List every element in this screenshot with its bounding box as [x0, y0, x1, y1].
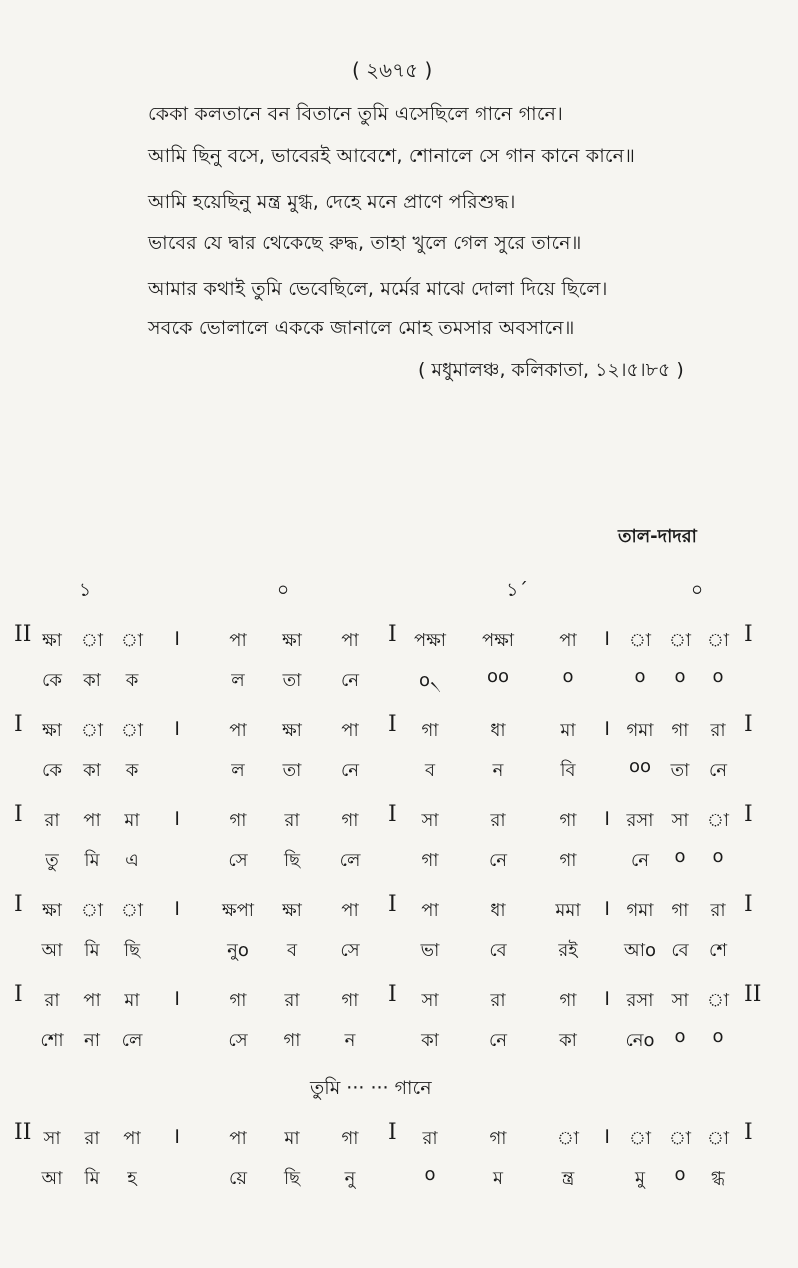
row-1-syllable: তা [282, 670, 302, 691]
row-6-note: া [556, 1128, 580, 1149]
row-1-syllable: কা [83, 670, 101, 691]
row-2-note: গা [421, 720, 439, 741]
row-3-syllable: তু [45, 850, 59, 871]
row-5-syllable: না [84, 1030, 100, 1051]
lyric-line-2: আমি ছিনু বসে, ভাবেরই আবেশে, শোনালে সে গান কানে কানে॥ [148, 145, 636, 167]
row-5-syllable: নেo [625, 1030, 655, 1051]
row-5-syllable: শো [40, 1030, 64, 1051]
row-6-note: রা [84, 1128, 100, 1149]
row-6-syllable: o [674, 1164, 686, 1185]
row-1-end-bar: I [744, 622, 753, 647]
row-1-divider: I [388, 622, 397, 647]
row-2-note: রা [710, 720, 726, 741]
row-6-syllable: ম [493, 1168, 503, 1189]
row-4-note: ক্ষা [282, 900, 302, 921]
row-6-syllable: গ্ধ [711, 1168, 725, 1189]
row-4-syllable: বে [671, 940, 689, 961]
row-5-divider: । [172, 986, 181, 1011]
row-3-note: গা [341, 810, 359, 831]
lyric-line-5: আমার কথাই তুমি ভেবেছিলে, মর্মের মাঝে দোলা দিয়ে ছিলে। [148, 278, 608, 300]
row-2-end-bar: I [744, 712, 753, 737]
row-4-syllable: বে [489, 940, 507, 961]
row-1-syllable: নে [340, 670, 360, 691]
row-4-syllable: রই [558, 940, 578, 961]
row-5-note: রা [284, 990, 300, 1011]
row-2-start-bar: I [14, 712, 23, 737]
tala-label: তাল-দাদরা [618, 526, 697, 547]
row-6-note: া [628, 1128, 652, 1149]
beat-marker-4: ০ [690, 579, 704, 601]
row-1-note: পা [559, 630, 577, 651]
row-2-note: ক্ষা [282, 720, 302, 741]
row-5-note: সা [421, 990, 439, 1011]
row-4-note: গা [671, 900, 689, 921]
row-1-note: ক্ষা [282, 630, 302, 651]
row-4-note: রা [710, 900, 726, 921]
beat-marker-3: ১´ [506, 579, 528, 601]
row-1-note: া [80, 630, 104, 651]
row-6-syllable: ছি [283, 1168, 301, 1189]
row-6-start-bar: II [14, 1120, 32, 1145]
row-3-syllable: গা [559, 850, 577, 871]
row-1-syllable: o [634, 666, 646, 687]
row-3-note: গা [229, 810, 247, 831]
row-1-syllable: কে [42, 670, 62, 691]
row-4-note: ক্ষা [42, 900, 62, 921]
row-3-note: রসা [626, 810, 654, 831]
row-1-note: পা [229, 630, 247, 651]
beat-marker-2: ০ [276, 579, 290, 601]
row-6-note: মা [284, 1128, 300, 1149]
row-1-syllable: ক [125, 670, 139, 691]
row-1-note: া [120, 630, 144, 651]
row-6-syllable: মু [635, 1168, 645, 1189]
row-3-note: া [706, 810, 730, 831]
song-number: ( ২৬৭৫ ) [352, 58, 433, 82]
row-4-syllable: আo [623, 940, 656, 961]
row-6-syllable: আ [41, 1168, 63, 1189]
row-1-note: া [706, 630, 730, 651]
row-1-start-bar: II [14, 622, 32, 647]
row-4-syllable: শে [709, 940, 727, 961]
row-2-note: গমা [626, 720, 654, 741]
row-3-start-bar: I [14, 802, 23, 827]
lyric-line-6: সবকে ভোলালে এককে জানালে মোহ তমসার অবসানে॥ [148, 317, 575, 339]
row-4-note: ধা [490, 900, 506, 921]
row-3-divider: I [388, 802, 397, 827]
row-5-note: মা [124, 990, 140, 1011]
row-4-syllable: সে [340, 940, 360, 961]
row-1-syllable: oo [486, 666, 510, 687]
row-3-syllable: গা [421, 850, 439, 871]
row-6-note: া [706, 1128, 730, 1149]
row-2-syllable: তা [670, 760, 690, 781]
row-3-syllable: নে [488, 850, 508, 871]
row-3-syllable: o [674, 846, 686, 867]
row-3-note: রা [44, 810, 60, 831]
row-5-note: রা [44, 990, 60, 1011]
row-6-syllable: য়ে [229, 1168, 247, 1189]
row-2-syllable: ন [492, 760, 504, 781]
row-2-note: পা [341, 720, 359, 741]
row-2-note: গা [671, 720, 689, 741]
row-5-divider: । [602, 986, 611, 1011]
row-1-syllable: o৲ [419, 670, 441, 691]
row-6-note: পা [123, 1128, 141, 1149]
row-2-note: া [120, 720, 144, 741]
row-1-syllable: o [674, 666, 686, 687]
row-3-note: রা [284, 810, 300, 831]
row-6-note: সা [43, 1128, 61, 1149]
row-3-note: সা [421, 810, 439, 831]
lyric-line-4: ভাবের যে দ্বার থেকেছে রুদ্ধ, তাহা খুলে গেল সুরে তানে॥ [148, 232, 582, 254]
row-3-syllable: লে [339, 850, 361, 871]
row-3-note: গা [559, 810, 577, 831]
row-1-divider: । [172, 626, 181, 651]
row-6-end-bar: I [744, 1120, 753, 1145]
row-2-syllable: কে [42, 760, 62, 781]
row-3-syllable: সে [228, 850, 248, 871]
row-6-syllable: মি [84, 1168, 100, 1189]
row-6-note: রা [422, 1128, 438, 1149]
row-5-syllable: গা [283, 1030, 301, 1051]
row-6-note: া [668, 1128, 692, 1149]
row-5-note: গা [559, 990, 577, 1011]
row-5-syllable: নে [488, 1030, 508, 1051]
row-4-note: মমা [555, 900, 581, 921]
beat-marker-1: ১ [78, 579, 92, 601]
row-3-syllable: ছি [283, 850, 301, 871]
row-3-note: পা [83, 810, 101, 831]
row-6-note: পা [229, 1128, 247, 1149]
row-5-syllable: সে [228, 1030, 248, 1051]
row-3-note: সা [671, 810, 689, 831]
row-1-syllable: o [712, 666, 724, 687]
row-5-note: রা [490, 990, 506, 1011]
row-6-divider: I [388, 1120, 397, 1145]
row-2-note: মা [560, 720, 576, 741]
row-5-syllable: ন [344, 1030, 356, 1051]
row-5-syllable: o [712, 1026, 724, 1047]
row-6-divider: । [172, 1124, 181, 1149]
row-2-note: পা [229, 720, 247, 741]
row-1-note: পা [341, 630, 359, 651]
row-1-note: পক্ষা [413, 630, 447, 651]
row-1-note: ক্ষা [42, 630, 62, 651]
row-5-syllable: কা [421, 1030, 439, 1051]
row-4-syllable: আ [41, 940, 63, 961]
row-4-note: ক্ষপা [221, 900, 255, 921]
row-4-end-bar: I [744, 892, 753, 917]
row-1-note: পক্ষা [481, 630, 515, 651]
row-4-syllable: ছি [123, 940, 141, 961]
attribution: ( মধুমালঞ্চ, কলিকাতা, ১২।৫।৮৫ ) [418, 359, 684, 381]
row-6-syllable: ন্ত্র [561, 1168, 575, 1189]
row-3-syllable: মি [84, 850, 100, 871]
row-4-divider: । [602, 896, 611, 921]
row-3-divider: । [602, 806, 611, 831]
row-2-syllable: ল [231, 760, 245, 781]
row-5-note: রসা [626, 990, 654, 1011]
row-2-syllable: ক [125, 760, 139, 781]
row-3-end-bar: I [744, 802, 753, 827]
row-2-syllable: তা [282, 760, 302, 781]
row-2-divider: । [602, 716, 611, 741]
row-6-syllable: নু [344, 1168, 356, 1189]
row-4-note: া [120, 900, 144, 921]
row-6-note: গা [489, 1128, 507, 1149]
row-5-note: পা [83, 990, 101, 1011]
row-3-syllable: নে [630, 850, 650, 871]
refrain-marker: তুমি ··· ··· গানে [310, 1077, 432, 1099]
row-5-start-bar: I [14, 982, 23, 1007]
row-1-syllable: ল [231, 670, 245, 691]
row-6-syllable: o [424, 1164, 436, 1185]
row-4-syllable: নুo [227, 940, 249, 961]
row-4-start-bar: I [14, 892, 23, 917]
row-4-syllable: মি [84, 940, 100, 961]
row-5-divider: I [388, 982, 397, 1007]
row-2-syllable: নে [340, 760, 360, 781]
row-5-syllable: লে [121, 1030, 143, 1051]
row-3-note: রা [490, 810, 506, 831]
row-4-note: পা [341, 900, 359, 921]
row-4-divider: I [388, 892, 397, 917]
lyric-line-1: কেকা কলতানে বন বিতানে তুমি এসেছিলে গানে গানে। [148, 103, 564, 125]
row-5-note: গা [341, 990, 359, 1011]
row-4-divider: । [172, 896, 181, 921]
row-1-syllable: o [562, 666, 574, 687]
row-2-syllable: কা [83, 760, 101, 781]
row-4-syllable: ভা [420, 940, 440, 961]
row-2-note: া [80, 720, 104, 741]
row-5-note: গা [229, 990, 247, 1011]
row-1-note: া [628, 630, 652, 651]
row-3-note: মা [124, 810, 140, 831]
row-1-divider: । [602, 626, 611, 651]
row-2-syllable: নে [708, 760, 728, 781]
row-2-note: ক্ষা [42, 720, 62, 741]
row-2-syllable: oo [628, 756, 652, 777]
row-5-end-bar: II [744, 982, 762, 1007]
row-2-note: ধা [490, 720, 506, 741]
row-4-note: গমা [626, 900, 654, 921]
row-5-syllable: কা [559, 1030, 577, 1051]
row-6-syllable: হ [127, 1168, 137, 1189]
row-5-syllable: o [674, 1026, 686, 1047]
row-5-note: সা [671, 990, 689, 1011]
row-4-note: পা [421, 900, 439, 921]
row-2-syllable: বি [560, 760, 576, 781]
row-4-syllable: ব [286, 940, 298, 961]
row-3-syllable: এ [125, 850, 139, 871]
lyric-line-3: আমি হয়েছিনু মন্ত্র মুগ্ধ, দেহে মনে প্রাণে পরিশুদ্ধ। [148, 191, 516, 213]
row-3-divider: । [172, 806, 181, 831]
row-6-note: গা [341, 1128, 359, 1149]
row-3-syllable: o [712, 846, 724, 867]
row-5-note: া [706, 990, 730, 1011]
row-4-note: া [80, 900, 104, 921]
row-2-divider: । [172, 716, 181, 741]
row-1-note: া [668, 630, 692, 651]
row-2-syllable: ব [424, 760, 436, 781]
row-6-divider: । [602, 1124, 611, 1149]
row-2-divider: I [388, 712, 397, 737]
